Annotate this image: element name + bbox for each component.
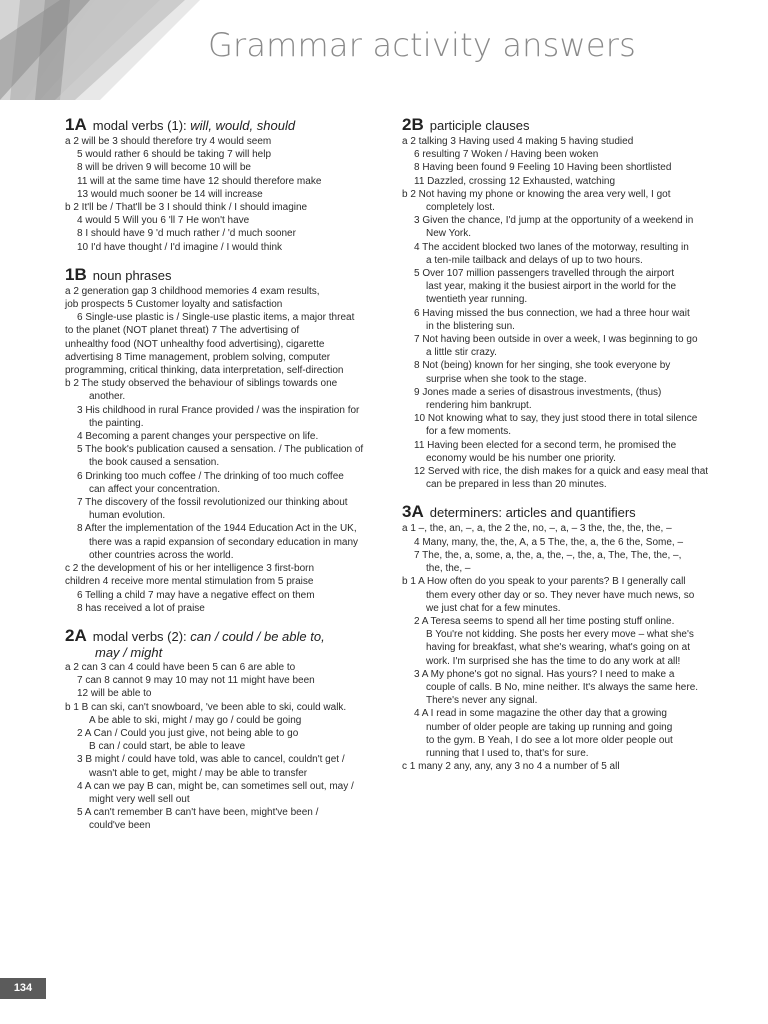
answer-line: 6 Drinking too much coffee / The drinking of too much coffee [77, 470, 344, 482]
answer-line: 10 Not knowing what to say, they just stood there in total silence [414, 413, 698, 425]
answer-line: could've been [89, 820, 151, 832]
answer-line: a little stir crazy. [426, 347, 497, 359]
section-heading [402, 503, 720, 521]
answer-line: human evolution. [89, 510, 166, 522]
answer-line: New York. [426, 228, 472, 240]
decorative-fan-graphic [0, 0, 200, 100]
section-2a [65, 627, 383, 833]
answer-line: a 1 –, the, an, –, a, the 2 the, no, –, a, – 3 the, the, the, the, – [402, 523, 672, 535]
answer-line: can be prepared in less than 20 minutes. [426, 479, 607, 491]
answer-line: 4 Many, many, the, the, A, a 5 The, the, a, the 6 the, Some, – [414, 536, 684, 548]
answer-line: 4 would 5 Will you 6 'll 7 He won't have [77, 215, 250, 227]
section-1a [65, 116, 383, 254]
answer-line: 7 Not having been outside in over a week, I was beginning to go [414, 334, 698, 346]
answer-line: 8 has received a lot of praise [77, 602, 205, 614]
answer-line: 7 The, the, a, some, a, the, a, the, –, the, a, The, The, the, –, [414, 549, 682, 561]
answer-line: a ten-mile tailback and delays of up to two hours. [426, 254, 643, 266]
answer-line: b 1 A How often do you speak to your parents? B I generally call [402, 576, 686, 588]
answer-line: 6 Having missed the bus connection, we had a three hour wait [414, 307, 690, 319]
section-heading [65, 266, 383, 284]
answer-line: them every other day or so. They never have much news, so [426, 589, 695, 601]
answer-line: B can / could start, be able to leave [89, 741, 246, 753]
answer-line: can affect your concentration. [89, 483, 221, 495]
section-title: noun phrases [92, 267, 172, 283]
answer-line: the painting. [89, 417, 144, 429]
answer-line: 6 Single-use plastic is / Single-use plastic items, a major threat [77, 312, 355, 324]
answer-line: completely lost. [426, 202, 495, 214]
answer-line: 12 will be able to [77, 688, 152, 700]
answer-line: might very well sell out [89, 793, 190, 805]
answer-line: 13 would much sooner be 14 will increase [77, 188, 263, 200]
answer-line: 5 The book's publication caused a sensation. / The publication of [77, 444, 364, 456]
answer-line: 3 B might / could have told, was able to cancel, couldn't get / [77, 754, 345, 766]
section-3a [402, 503, 720, 773]
answer-line: another. [89, 391, 126, 403]
answer-line: 6 Telling a child 7 may have a negative effect on them [77, 589, 315, 601]
answer-line: programming, critical thinking, data interpretation, self-direction [65, 365, 344, 377]
section-number: 1B [65, 264, 87, 284]
answer-line: A be able to ski, might / may go / could be going [89, 714, 302, 726]
answer-line: 12 Served with rice, the dish makes for a quick and easy meal that [414, 466, 709, 478]
answer-line: a 2 will be 3 should therefore try 4 would seem [65, 136, 272, 147]
answer-line: wasn't able to get, might / may be able to transfer [89, 767, 308, 779]
answer-line: unhealthy food (NOT unhealthy food advertising), cigarette [65, 338, 325, 350]
answer-line: the, the, – [426, 563, 471, 575]
answer-line: number of older people are taking up running and going [426, 721, 673, 733]
section-number: 2A [65, 625, 87, 645]
section-title: participle clauses [429, 118, 530, 133]
answer-line: 2 A Teresa seems to spend all her time posting stuff online. [414, 615, 675, 627]
answer-line: other countries across the world. [89, 549, 234, 561]
section-title: determiners: articles and quantifiers [429, 505, 636, 521]
answer-line: 7 can 8 cannot 9 may 10 may not 11 might have been [77, 675, 315, 687]
section-2b [402, 116, 720, 491]
answer-line: in the blistering sun. [426, 320, 515, 332]
right-column [402, 116, 720, 785]
answer-line: 8 will be driven 9 will become 10 will be [77, 162, 251, 174]
section-title: modal verbs (2): can / could / be able to, [92, 628, 325, 644]
answer-line: There's never any signal. [426, 695, 538, 707]
answer-line: a 2 can 3 can 4 could have been 5 can 6 are able to [65, 661, 296, 673]
answer-line: b 2 It'll be / That'll be 3 I should think / I should imagine [65, 202, 308, 214]
answer-line: 11 will at the same time have 12 should therefore make [77, 175, 322, 187]
answer-line: b 2 Not having my phone or knowing the area very well, I got [402, 188, 671, 200]
answer-line: B You're not kidding. She posts her every move – what she's [426, 629, 694, 641]
answer-line: couple of calls. B No, mine neither. It's always the same here. [426, 681, 699, 693]
page-number-badge: 134 [0, 978, 46, 999]
answer-line: 5 A can't remember B can't have been, might've been / [77, 807, 319, 819]
answer-line: 4 A can we pay B can, might be, can sometimes sell out, may / [77, 780, 354, 792]
answer-line: surprise when she took to the stage. [426, 373, 587, 385]
answer-line: we just chat for a few minutes. [426, 602, 561, 614]
answer-line: economy would be his number one priority. [426, 452, 616, 464]
answer-line: job prospects 5 Customer loyalty and satisfaction [65, 299, 283, 311]
answer-line: 7 The discovery of the fossil revolutionized our thinking about [77, 497, 348, 509]
answer-line: children 4 receive more mental stimulation from 5 praise [65, 576, 314, 588]
answer-line: 4 The accident blocked two lanes of the motorway, resulting in [414, 241, 689, 253]
answer-line: 5 Over 107 million passengers travelled through the airport [414, 268, 675, 280]
answer-line: having for breakfast, what she's wearing, what's going on at [426, 642, 690, 654]
answer-line: c 1 many 2 any, any, any 3 no 4 a number of 5 all [402, 761, 620, 773]
answer-line: 3 Given the chance, I'd jump at the opportunity of a weekend in [414, 215, 694, 227]
section-title: modal verbs (1): will, would, should [92, 118, 296, 133]
answer-line: 8 Not (being) known for her singing, she took everyone by [414, 360, 671, 372]
answer-line: 3 His childhood in rural France provided / was the inspiration for [77, 404, 360, 416]
answer-line: twentieth year running. [426, 294, 528, 306]
answer-line: 10 I'd have thought / I'd imagine / I would think [77, 241, 283, 253]
section-heading [402, 116, 720, 134]
answer-line: 8 Having been found 9 Feeling 10 Having been shortlisted [414, 162, 672, 174]
answer-line: 5 would rather 6 should be taking 7 will help [77, 149, 272, 161]
answer-line: to the gym. B Yeah, I do see a lot more older people out [426, 734, 673, 746]
answer-line: 4 A I read in some magazine the other day that a growing [414, 708, 667, 720]
answer-line: 4 Becoming a parent changes your perspective on life. [77, 431, 319, 443]
answer-line: last year, making it the busiest airport in the world for the [426, 281, 677, 293]
answer-line: the book caused a sensation. [89, 457, 220, 469]
answer-line: running that I used to, that's for sure. [426, 747, 589, 759]
left-column [65, 116, 383, 845]
answer-line: rendering him bankrupt. [426, 400, 532, 412]
answer-line: advertising 8 Time management, problem solving, computer [65, 351, 331, 363]
answer-line: 8 I should have 9 'd much rather / 'd much sooner [77, 228, 296, 240]
section-heading [65, 116, 383, 134]
section-title-continued: may / might [95, 644, 163, 660]
answer-line: 11 Having been elected for a second term, he promised the [414, 439, 677, 451]
answer-line: a 2 talking 3 Having used 4 making 5 having studied [402, 136, 634, 147]
answer-line: c 2 the development of his or her intelligence 3 first-born [65, 563, 315, 575]
answer-line: b 1 B can ski, can't snowboard, 've been able to ski, could walk. [65, 701, 347, 713]
section-number: 2B [402, 115, 424, 134]
answer-line: to the planet (NOT planet threat) 7 The advertising of [65, 325, 300, 337]
answer-line: 9 Jones made a series of disastrous investments, (thus) [414, 386, 662, 398]
answer-line: 11 Dazzled, crossing 12 Exhausted, watching [414, 175, 616, 187]
answer-line: 6 resulting 7 Woken / Having been woken [414, 149, 599, 161]
answer-line: 2 A Can / Could you just give, not being able to go [77, 727, 299, 739]
answer-line: b 2 The study observed the behaviour of siblings towards one [65, 378, 338, 390]
page-title: Grammar activity answers [208, 26, 637, 64]
section-number: 1A [65, 115, 87, 134]
answer-line: work. I'm surprised she has the time to do any work at all! [426, 655, 681, 667]
answer-line: there was a rapid expansion of secondary education in many [89, 536, 359, 548]
answer-line: 8 After the implementation of the 1944 Education Act in the UK, [77, 523, 357, 535]
answer-line: a 2 generation gap 3 childhood memories 4 exam results, [65, 285, 320, 297]
section-1b [65, 266, 383, 615]
answer-line: 3 A My phone's got no signal. Has yours? I need to make a [414, 668, 675, 680]
section-number: 3A [402, 502, 424, 522]
section-heading [65, 627, 383, 645]
answer-line: for a few moments. [426, 426, 512, 438]
